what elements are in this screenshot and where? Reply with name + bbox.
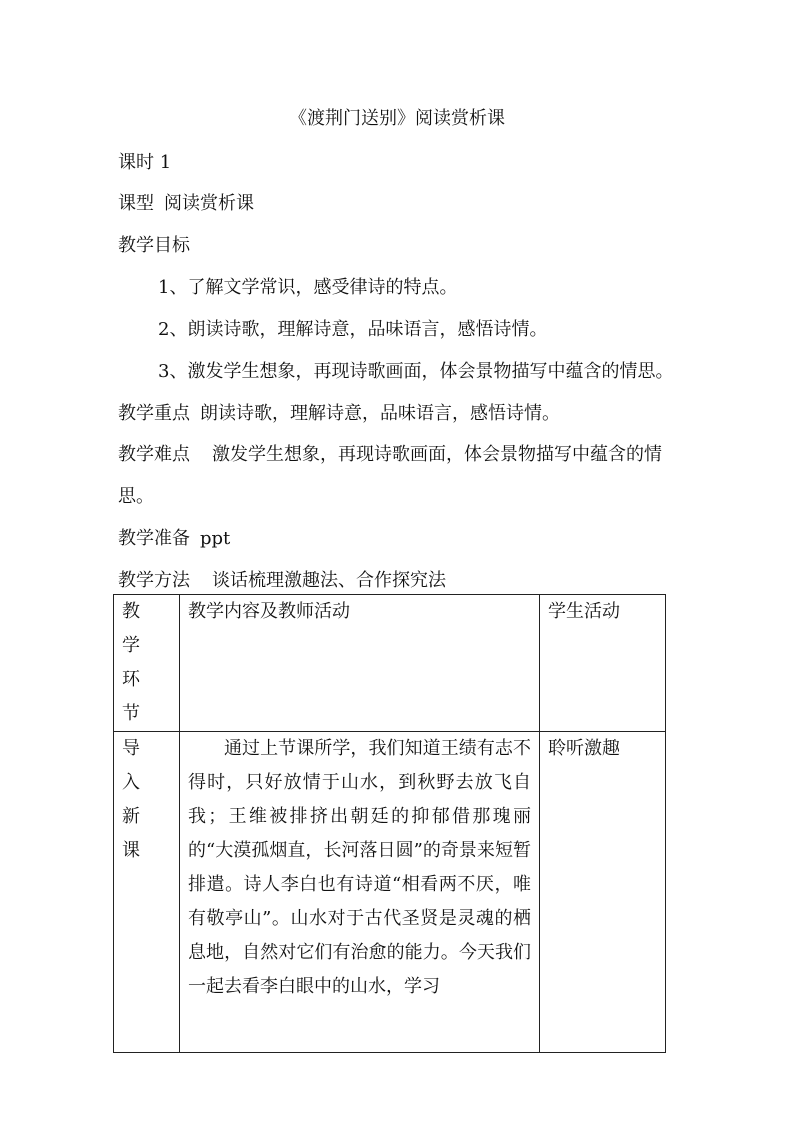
method-label: 教学方法 <box>118 570 190 591</box>
key-points-label: 教学重点 <box>118 403 190 424</box>
header-content: 教学内容及教师活动 <box>180 595 540 732</box>
cell-stage: 导入新课 <box>114 732 180 1053</box>
header-student: 学生活动 <box>540 595 666 732</box>
objective-item: 1、了解文学常识，感受律诗的特点。 <box>158 277 458 298</box>
difficulty-label: 教学难点 <box>118 444 190 465</box>
header-stage: 教学环节 <box>114 595 180 732</box>
doc-title: 《渡荆门送别》阅读赏析课 <box>289 108 505 129</box>
key-points-value: 朗读诗歌，理解诗意，品味语言，感悟诗情。 <box>200 403 560 424</box>
key-points <box>118 399 560 425</box>
table-row <box>114 732 666 1053</box>
table-header-row <box>114 595 666 732</box>
difficulty <box>118 440 662 466</box>
difficulty-value: 激发学生想象，再现诗歌画面，体会景物描写中蕴含的情 <box>212 444 662 465</box>
method-value: 谈话梳理激趣法、合作探究法 <box>212 570 446 591</box>
preparation-value: ppt <box>200 528 231 549</box>
lesson-type <box>118 189 254 215</box>
objectives-heading: 教学目标 <box>118 235 190 256</box>
objective-item: 3、激发学生想象，再现诗歌画面，体会景物描写中蕴含的情思。 <box>158 361 674 382</box>
cell-content: 通过上节课所学，我们知道王绩有志不得时，只好放情于山水，到秋野去放飞自我；王维被排挤出朝廷的抑郁借那瑰丽的“大漠孤烟直，长河落日圆”的奇景来短暂排遣。诗人李白也有诗道“相看两不厌，唯有敬亭山”。山水对于古代圣贤是灵魂的栖息地，自然对它们有治愈的能力。今天我们一起去看李白眼中的山水，学习 <box>180 732 540 1053</box>
lesson-type-label: 课型 <box>118 193 154 214</box>
preparation <box>118 524 230 550</box>
teaching-method <box>118 566 446 592</box>
objective-item: 2、朗读诗歌，理解诗意，品味语言，感悟诗情。 <box>158 319 548 340</box>
preparation-label: 教学准备 <box>118 528 190 549</box>
difficulty-continued: 思。 <box>118 486 154 507</box>
class-period: 课时 1 <box>118 152 172 173</box>
lesson-type-value: 阅读赏析课 <box>164 193 254 214</box>
cell-student: 聆听激趣 <box>540 732 666 1053</box>
lesson-plan-table <box>113 594 666 1053</box>
